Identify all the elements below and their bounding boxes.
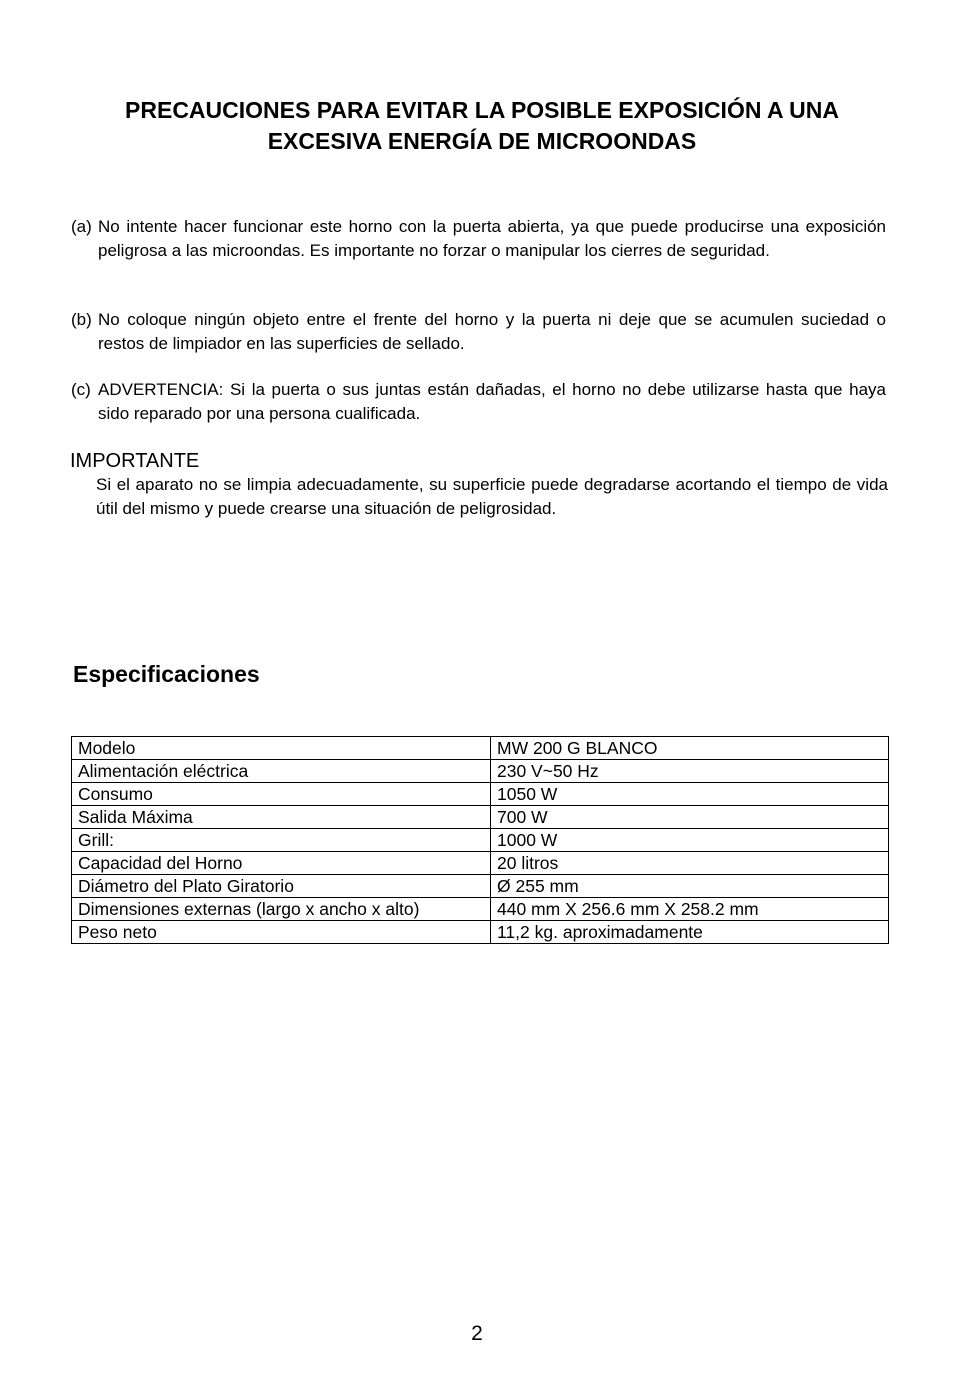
- table-row: [72, 898, 889, 921]
- important-heading: IMPORTANTE: [70, 450, 200, 472]
- precaution-text: No intente hacer funcionar este horno con la puerta abierta, ya que puede producirse una exposición peligrosa a las microondas. Es importante no forzar o manipular los cierres de seguridad.: [98, 217, 886, 260]
- precaution-marker: (c): [71, 380, 91, 399]
- table-row: [72, 806, 889, 829]
- table-row: [72, 783, 889, 806]
- spec-label: Capacidad del Horno: [72, 852, 491, 875]
- precaution-text: No coloque ningún objeto entre el frente del horno y la puerta ni deje que se acumulen suciedad o restos de limpiador en las superficies de sellado.: [98, 310, 886, 353]
- table-row: [72, 737, 889, 760]
- table-row: [72, 760, 889, 783]
- spec-value: 11,2 kg. aproximadamente: [491, 921, 889, 944]
- spec-label: Salida Máxima: [72, 806, 491, 829]
- spec-value: 20 litros: [491, 852, 889, 875]
- spec-label: Dimensiones externas (largo x ancho x alto): [72, 898, 491, 921]
- precaution-item-b: [71, 308, 886, 355]
- spec-label: Alimentación eléctrica: [72, 760, 491, 783]
- title-line-1: PRECAUCIONES PARA EVITAR LA POSIBLE EXPOSICIÓN A UNA: [125, 97, 839, 123]
- title-line-2: EXCESIVA ENERGÍA DE MICROONDAS: [267, 128, 697, 154]
- precaution-text: ADVERTENCIA: Si la puerta o sus juntas están dañadas, el horno no debe utilizarse hasta que haya sido reparado por una persona cualificada.: [98, 380, 886, 423]
- spec-value: 1000 W: [491, 829, 889, 852]
- spec-value: 440 mm X 256.6 mm X 258.2 mm: [491, 898, 889, 921]
- important-text: Si el aparato no se limpia adecuadamente, su superficie puede degradarse acortando el tiempo de vida útil del mismo y puede crearse una situación de peligrosidad.: [96, 475, 888, 518]
- table-row: [72, 921, 889, 944]
- precaution-marker: (b): [71, 310, 92, 329]
- spec-value: 230 V~50 Hz: [491, 760, 889, 783]
- spec-label: Modelo: [72, 737, 491, 760]
- specifications-table: [71, 736, 889, 944]
- spec-label: Diámetro del Plato Giratorio: [72, 875, 491, 898]
- table-row: [72, 829, 889, 852]
- spec-value: Ø 255 mm: [491, 875, 889, 898]
- spec-label: Peso neto: [72, 921, 491, 944]
- spec-value: MW 200 G BLANCO: [491, 737, 889, 760]
- table-row: [72, 852, 889, 875]
- spec-value: 1050 W: [491, 783, 889, 806]
- spec-value: 700 W: [491, 806, 889, 829]
- precaution-item-c: [71, 378, 886, 425]
- precaution-marker: (a): [71, 217, 92, 236]
- spec-label: Grill:: [72, 829, 491, 852]
- table-row: [72, 875, 889, 898]
- precaution-item-a: [71, 215, 886, 262]
- page-number: 2: [471, 1322, 483, 1345]
- spec-label: Consumo: [72, 783, 491, 806]
- specifications-title: Especificaciones: [73, 661, 260, 687]
- page-title: [60, 95, 904, 157]
